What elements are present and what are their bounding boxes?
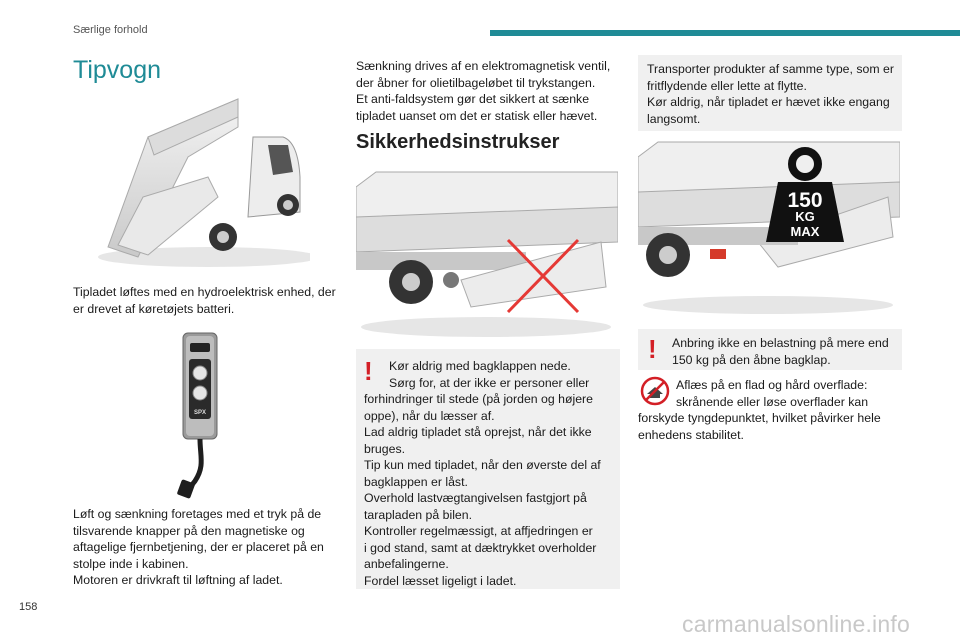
remote-control-illustration	[175, 331, 225, 501]
section-header: Særlige forhold	[73, 24, 148, 36]
weight-number: 150	[787, 189, 823, 212]
weight-unit-kg: KG	[795, 209, 815, 224]
safety-heading: Sikkerhedsinstrukser	[356, 131, 560, 153]
watermark: carmanualsonline.info	[682, 611, 910, 637]
warning-icon: !	[648, 334, 657, 364]
transport-info-text: Transporter produkter af samme type, som er fritflydende eller lette at flytte. Kør aldrig, når tipladet er hævet ikke engang langsomt.	[647, 62, 894, 126]
page-number: 158	[19, 601, 38, 613]
warning-icon: !	[364, 356, 373, 386]
col1-intro-text: Tipladet løftes med en hydroelektrisk enhed, der er drevet af køretøjets batteri.	[73, 285, 336, 316]
col2-intro-text: Sænkning drives af en elektromagnetisk ventil, der åbner for olietilbageløbet til trykstangen. Et anti-faldsystem gør det sikkert at sænke tipladet uanset om det er statisk eller hævet.	[356, 59, 611, 123]
eco-unload-text: Aflæs på en flad og hård overflade: skrånende eller løse overflader kan forskyde tyngdepunktet, hvilket påvirker hele enhedens stabilitet.	[638, 378, 881, 442]
header-accent-bar	[490, 30, 960, 36]
col1-remote-text: Løft og sænkning foretages med et tryk på de tilsvarende knapper på den magnetiske og aftagelige fjernbetjening, der er placeret på en stolpe inde i kabinen. Motoren er drivkraft til løftning af ladet.	[73, 507, 324, 587]
weight-unit-max: MAX	[790, 224, 820, 239]
tipper-truck-illustration	[88, 97, 310, 269]
tailgate-down-illustration	[356, 162, 618, 340]
load-warning-text: Anbring ikke en belastning på mere end 150 kg på den åbne bagklap.	[672, 336, 889, 367]
tailgate-weight-illustration	[638, 137, 900, 317]
safety-warning-text: Kør aldrig med bagklappen nede. Sørg for, at der ikke er personer eller forhindringer til stede (på jorden og højere oppe), når du læsser af. Lad aldrig tipladet stå oprejst, når det ikke bruges. Tip kun med tipladet, når den øverste del af bagklappen er låst. Overhold lastvægtangivelsen fastgjort på tarapladen på bilen. Kontroller regelmæssigt, at affjedringen er i god stand, samt at dæktrykket overholder anbefalingerne. Fordel læsset ligeligt i ladet.	[364, 359, 601, 588]
page-title: Tipvogn	[73, 56, 162, 84]
remote-brand-label: SPX	[193, 410, 207, 416]
